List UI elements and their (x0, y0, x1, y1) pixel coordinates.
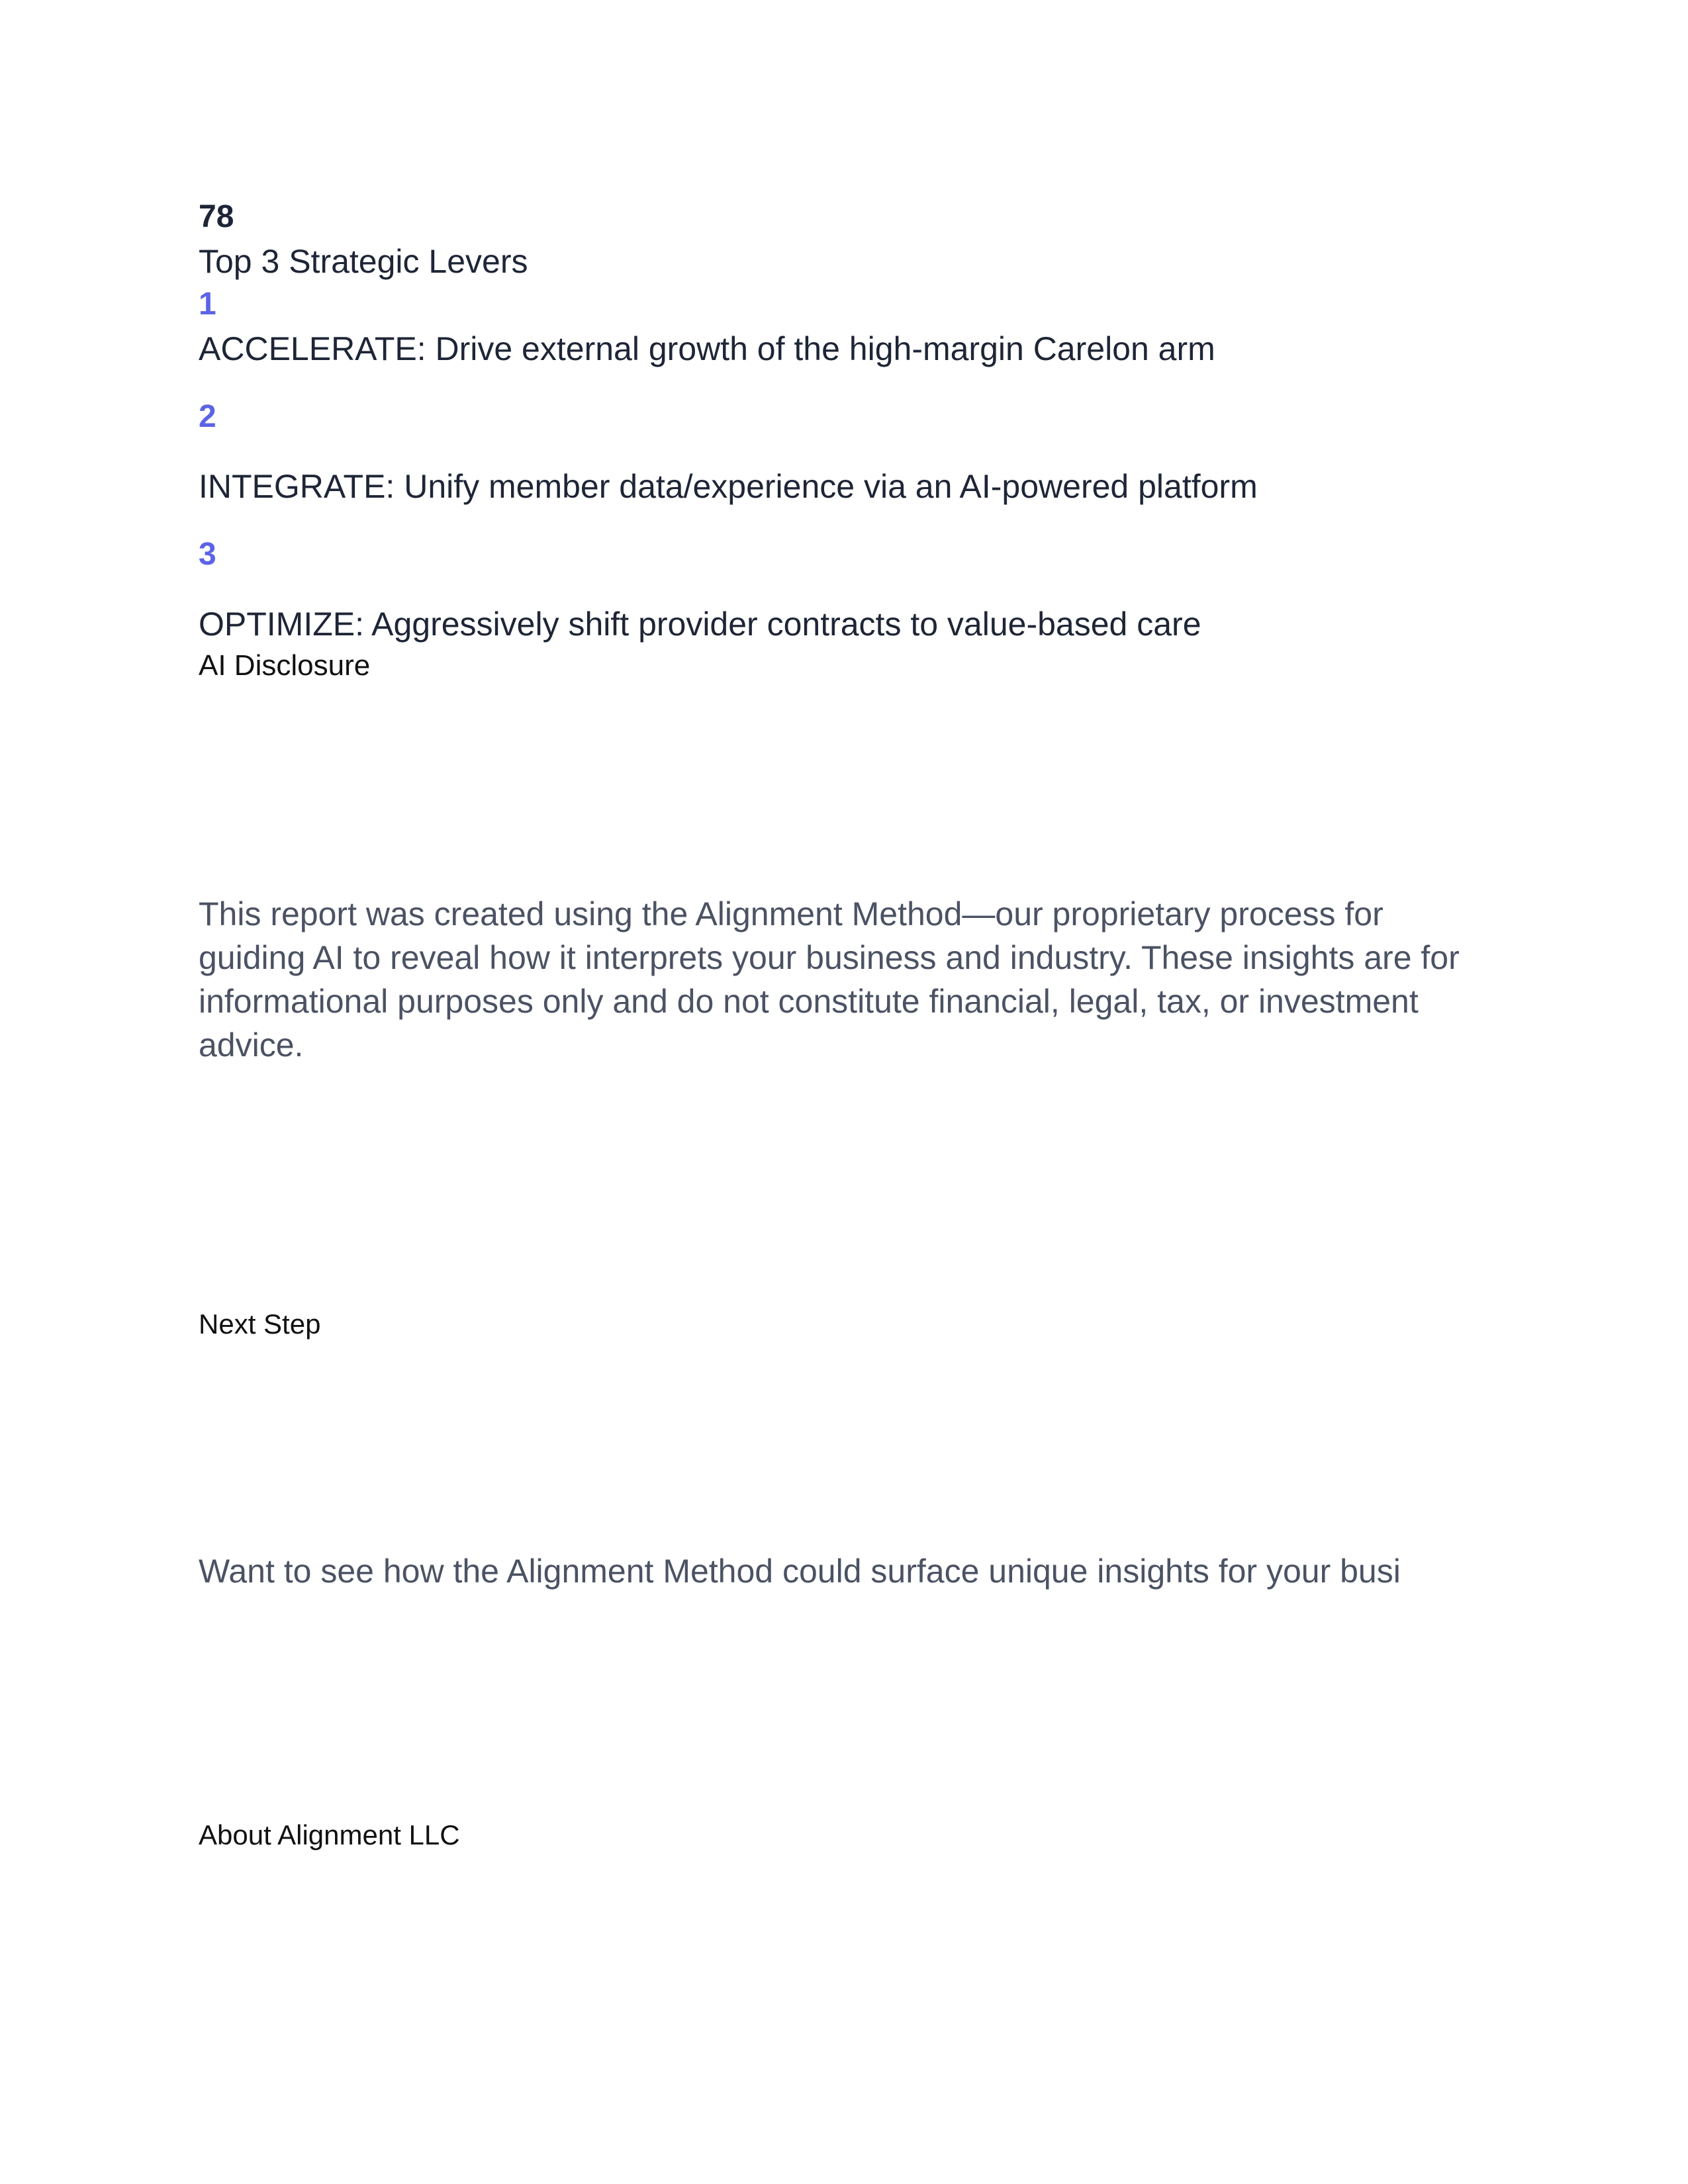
section-title: Top 3 Strategic Levers (199, 243, 528, 280)
next-step-body: Want to see how the Alignment Method could surface unique insights for your busi (199, 1553, 1401, 1590)
lever-text-2: INTEGRATE: Unify member data/experience via an AI-powered platform (199, 468, 1258, 505)
page-number: 78 (199, 199, 234, 234)
ai-disclosure-body: This report was created using the Alignment Method—our proprietary process for guiding AI to reveal how it interprets your business and industry. These insights are for informational purposes only and do not constitute financial, legal, tax, or investment advice. (199, 895, 1460, 1064)
lever-number-1: 1 (199, 287, 216, 322)
lever-text-3: OPTIMIZE: Aggressively shift provider contracts to value-based care (199, 606, 1201, 643)
lever-number-3: 3 (199, 537, 216, 572)
lever-number-2: 2 (199, 399, 216, 434)
next-step-heading: Next Step (199, 1308, 321, 1340)
lever-text-1: ACCELERATE: Drive external growth of the high-margin Carelon arm (199, 330, 1215, 367)
ai-disclosure-heading: AI Disclosure (199, 649, 371, 682)
about-heading: About Alignment LLC (199, 1819, 460, 1850)
